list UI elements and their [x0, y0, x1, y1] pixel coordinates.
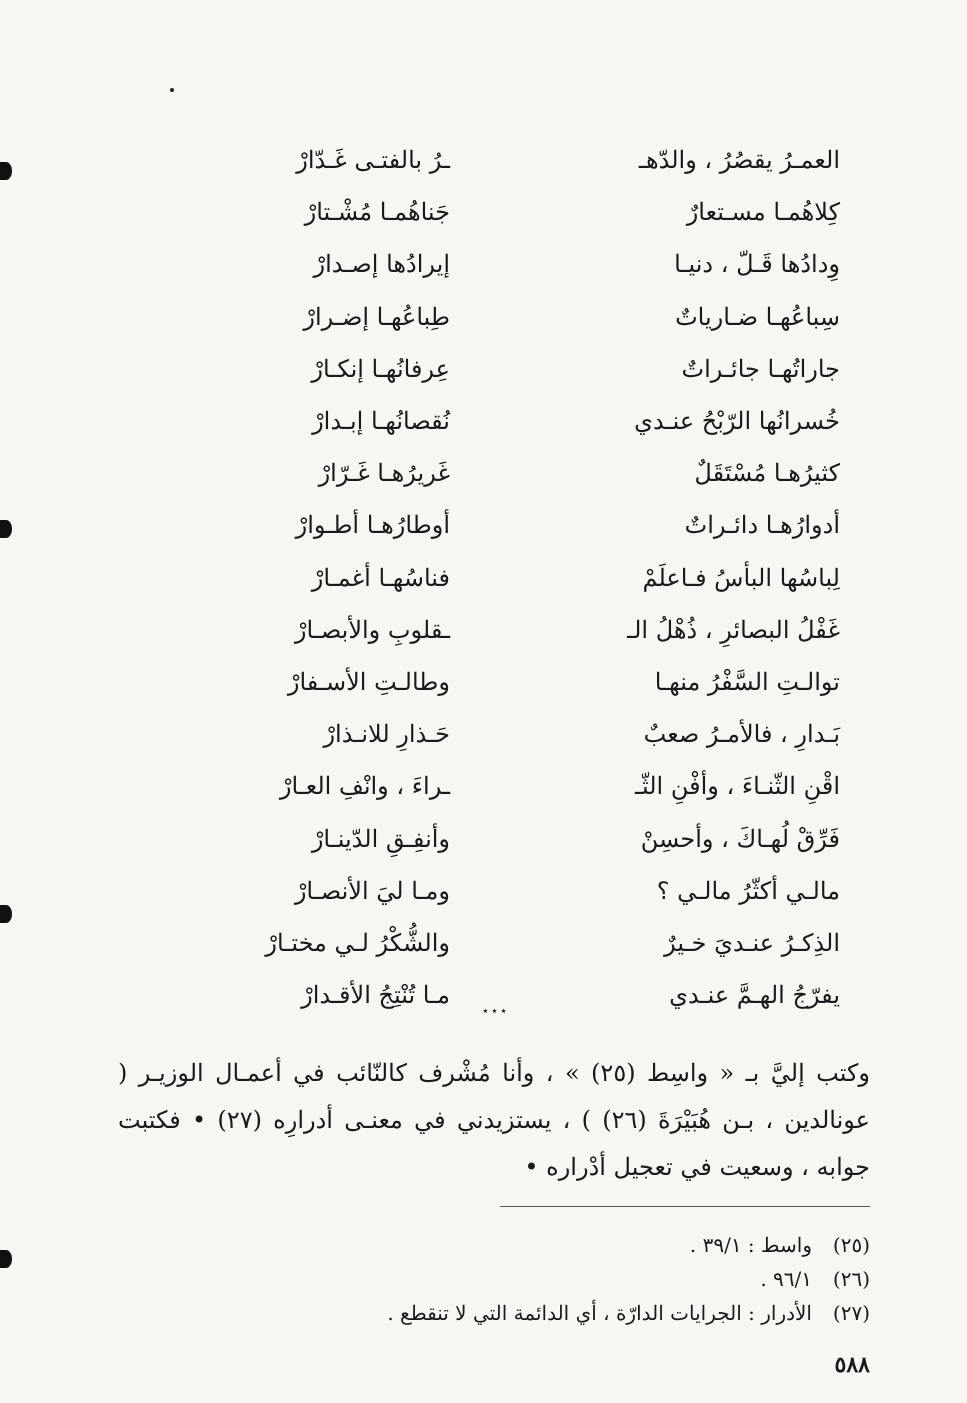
- verse-line: [160, 917, 840, 969]
- footnote-text: ٩٦/١ .: [760, 1267, 812, 1291]
- verse-line: [160, 656, 840, 708]
- verse-second-hemistich: طِباعُهـا إضـرارْ: [303, 302, 450, 331]
- verse-line: [160, 708, 840, 760]
- edge-mark: [0, 520, 12, 538]
- verse-second-hemistich: نُقصانُهـا إبـدارْ: [312, 407, 450, 436]
- verse-first-hemistich: وِدادُها قَـلّ ، دنيـا: [674, 250, 840, 279]
- verse-first-hemistich: فَرِّقْ لُهـاكَ ، وأحسِنْ: [640, 824, 840, 853]
- verse-line: [160, 552, 840, 604]
- footnote: [200, 1262, 870, 1296]
- verse-line: [160, 291, 840, 343]
- footnote-text: الأدرار : الجرايات الدارّة ، أي الدائمة التي لا تنقطع .: [387, 1301, 812, 1325]
- verse-first-hemistich: لِباسُها البأسُ فـاعلَمْ: [642, 563, 840, 592]
- verse-first-hemistich: غَفْلُ البصائرِ ، ذُهْلُ الـ: [627, 615, 840, 644]
- verse-second-hemistich: مـا تُنْتِجُ الأقـدارْ: [301, 981, 450, 1010]
- verse-second-hemistich: إيرادُها إصـدارْ: [313, 250, 450, 279]
- verse-first-hemistich: سِباعُهـا ضـارياتٌ: [675, 302, 840, 331]
- verse-first-hemistich: مالـي أكثّرُ مالـي ؟: [656, 876, 840, 905]
- verse-second-hemistich: ـقلوبِ والأبصـارْ: [294, 615, 450, 644]
- verse-second-hemistich: أوطارُهـا أطـوارْ: [295, 511, 450, 540]
- verse-first-hemistich: توالـتِ السَّفْرُ منهـا: [654, 667, 840, 696]
- footnote-text: واسط : ٣٩/١ .: [689, 1233, 812, 1257]
- verse-first-hemistich: أدوارُهـا دائـراتٌ: [684, 511, 840, 540]
- verse-line: [160, 499, 840, 551]
- ink-dot: [170, 88, 174, 92]
- prose-text: وكتب إليَّ بـ « واسِط (٢٥) » ، وأنا مُشْرف كالنّائب في أعمـال الوزيـر ( عونالدين ، بـن هُبَيْرَةَ (٢٦) ) ، يستزيدني في معنـى أدرارِه (٢٧) • فكتبت جوابه ، وسعيت في تعجيل أدْراره •: [118, 1059, 870, 1181]
- verse-first-hemistich: خُسرانُها الرّبْحُ عنـدي: [634, 407, 840, 436]
- verse-line: [160, 238, 840, 290]
- footnote-number: (٢٦): [832, 1267, 870, 1291]
- verse-second-hemistich: عِرفانُهـا إنكـارْ: [311, 354, 450, 383]
- verse-second-hemistich: غَريرُهـا غَـرّارْ: [318, 459, 450, 488]
- verse-first-hemistich: العمـرُ يقصُرُ ، والدّهـ: [638, 146, 840, 175]
- section-ornament: ⋆⋆⋆: [481, 1004, 509, 1019]
- verse-first-hemistich: اقْنِ الثّنـاءَ ، وأفْنِ الثّـ: [634, 772, 840, 801]
- verse-second-hemistich: ـراءَ ، وانْفِ العـارْ: [279, 772, 450, 801]
- verse-second-hemistich: فناسُهـا أغمـارْ: [311, 563, 450, 592]
- verse-first-hemistich: يفرّجُ الهـمَّ عنـدي: [669, 981, 840, 1010]
- verse-second-hemistich: والشُّكْرُ لـي مختـارْ: [265, 928, 450, 957]
- edge-mark: [0, 162, 12, 180]
- verse-first-hemistich: الذِكـرُ عنـديَ خـيرٌ: [664, 928, 840, 957]
- verse-second-hemistich: وطالـتِ الأسـفارْ: [287, 667, 450, 696]
- edge-mark: [0, 905, 12, 923]
- verse-second-hemistich: جَناهُمـا مُشْـتارْ: [304, 198, 450, 227]
- verse-line: [160, 186, 840, 238]
- footnote: [200, 1296, 870, 1330]
- verse-line: [160, 760, 840, 812]
- verse-first-hemistich: جاراتُهـا جائـراتٌ: [681, 354, 840, 383]
- footnote-divider: [500, 1206, 870, 1207]
- footnote-number: (٢٧): [832, 1301, 870, 1325]
- verse-second-hemistich: حَـذارِ للانـذارْ: [323, 720, 450, 749]
- footnotes: [200, 1228, 870, 1330]
- verse-first-hemistich: بَـدارِ ، فالأمـرُ صعبٌ: [643, 720, 840, 749]
- verse-line: [160, 447, 840, 499]
- verse-line: [160, 134, 840, 186]
- page-number: ٥٨٨: [834, 1352, 870, 1378]
- verse-first-hemistich: كِلاهُمـا مسـتعارٌ: [686, 198, 840, 227]
- verse-second-hemistich: ـرُ بالفتـى غَـدّارْ: [296, 146, 450, 175]
- verse-line: [160, 812, 840, 864]
- verse-line: [160, 343, 840, 395]
- prose-paragraph: [118, 1050, 870, 1190]
- verse-line: [160, 604, 840, 656]
- verse-line: [160, 395, 840, 447]
- verse-line: [160, 865, 840, 917]
- footnote-number: (٢٥): [832, 1233, 870, 1257]
- poem: [160, 134, 840, 1021]
- verse-second-hemistich: ومـا ليَ الأنصـارْ: [294, 876, 450, 905]
- verse-first-hemistich: كثيرُهـا مُسْتَقَلٌ: [694, 459, 840, 488]
- footnote: [200, 1228, 870, 1262]
- edge-mark: [0, 1250, 12, 1268]
- verse-second-hemistich: وأنفِـقِ الدّينـارْ: [311, 824, 450, 853]
